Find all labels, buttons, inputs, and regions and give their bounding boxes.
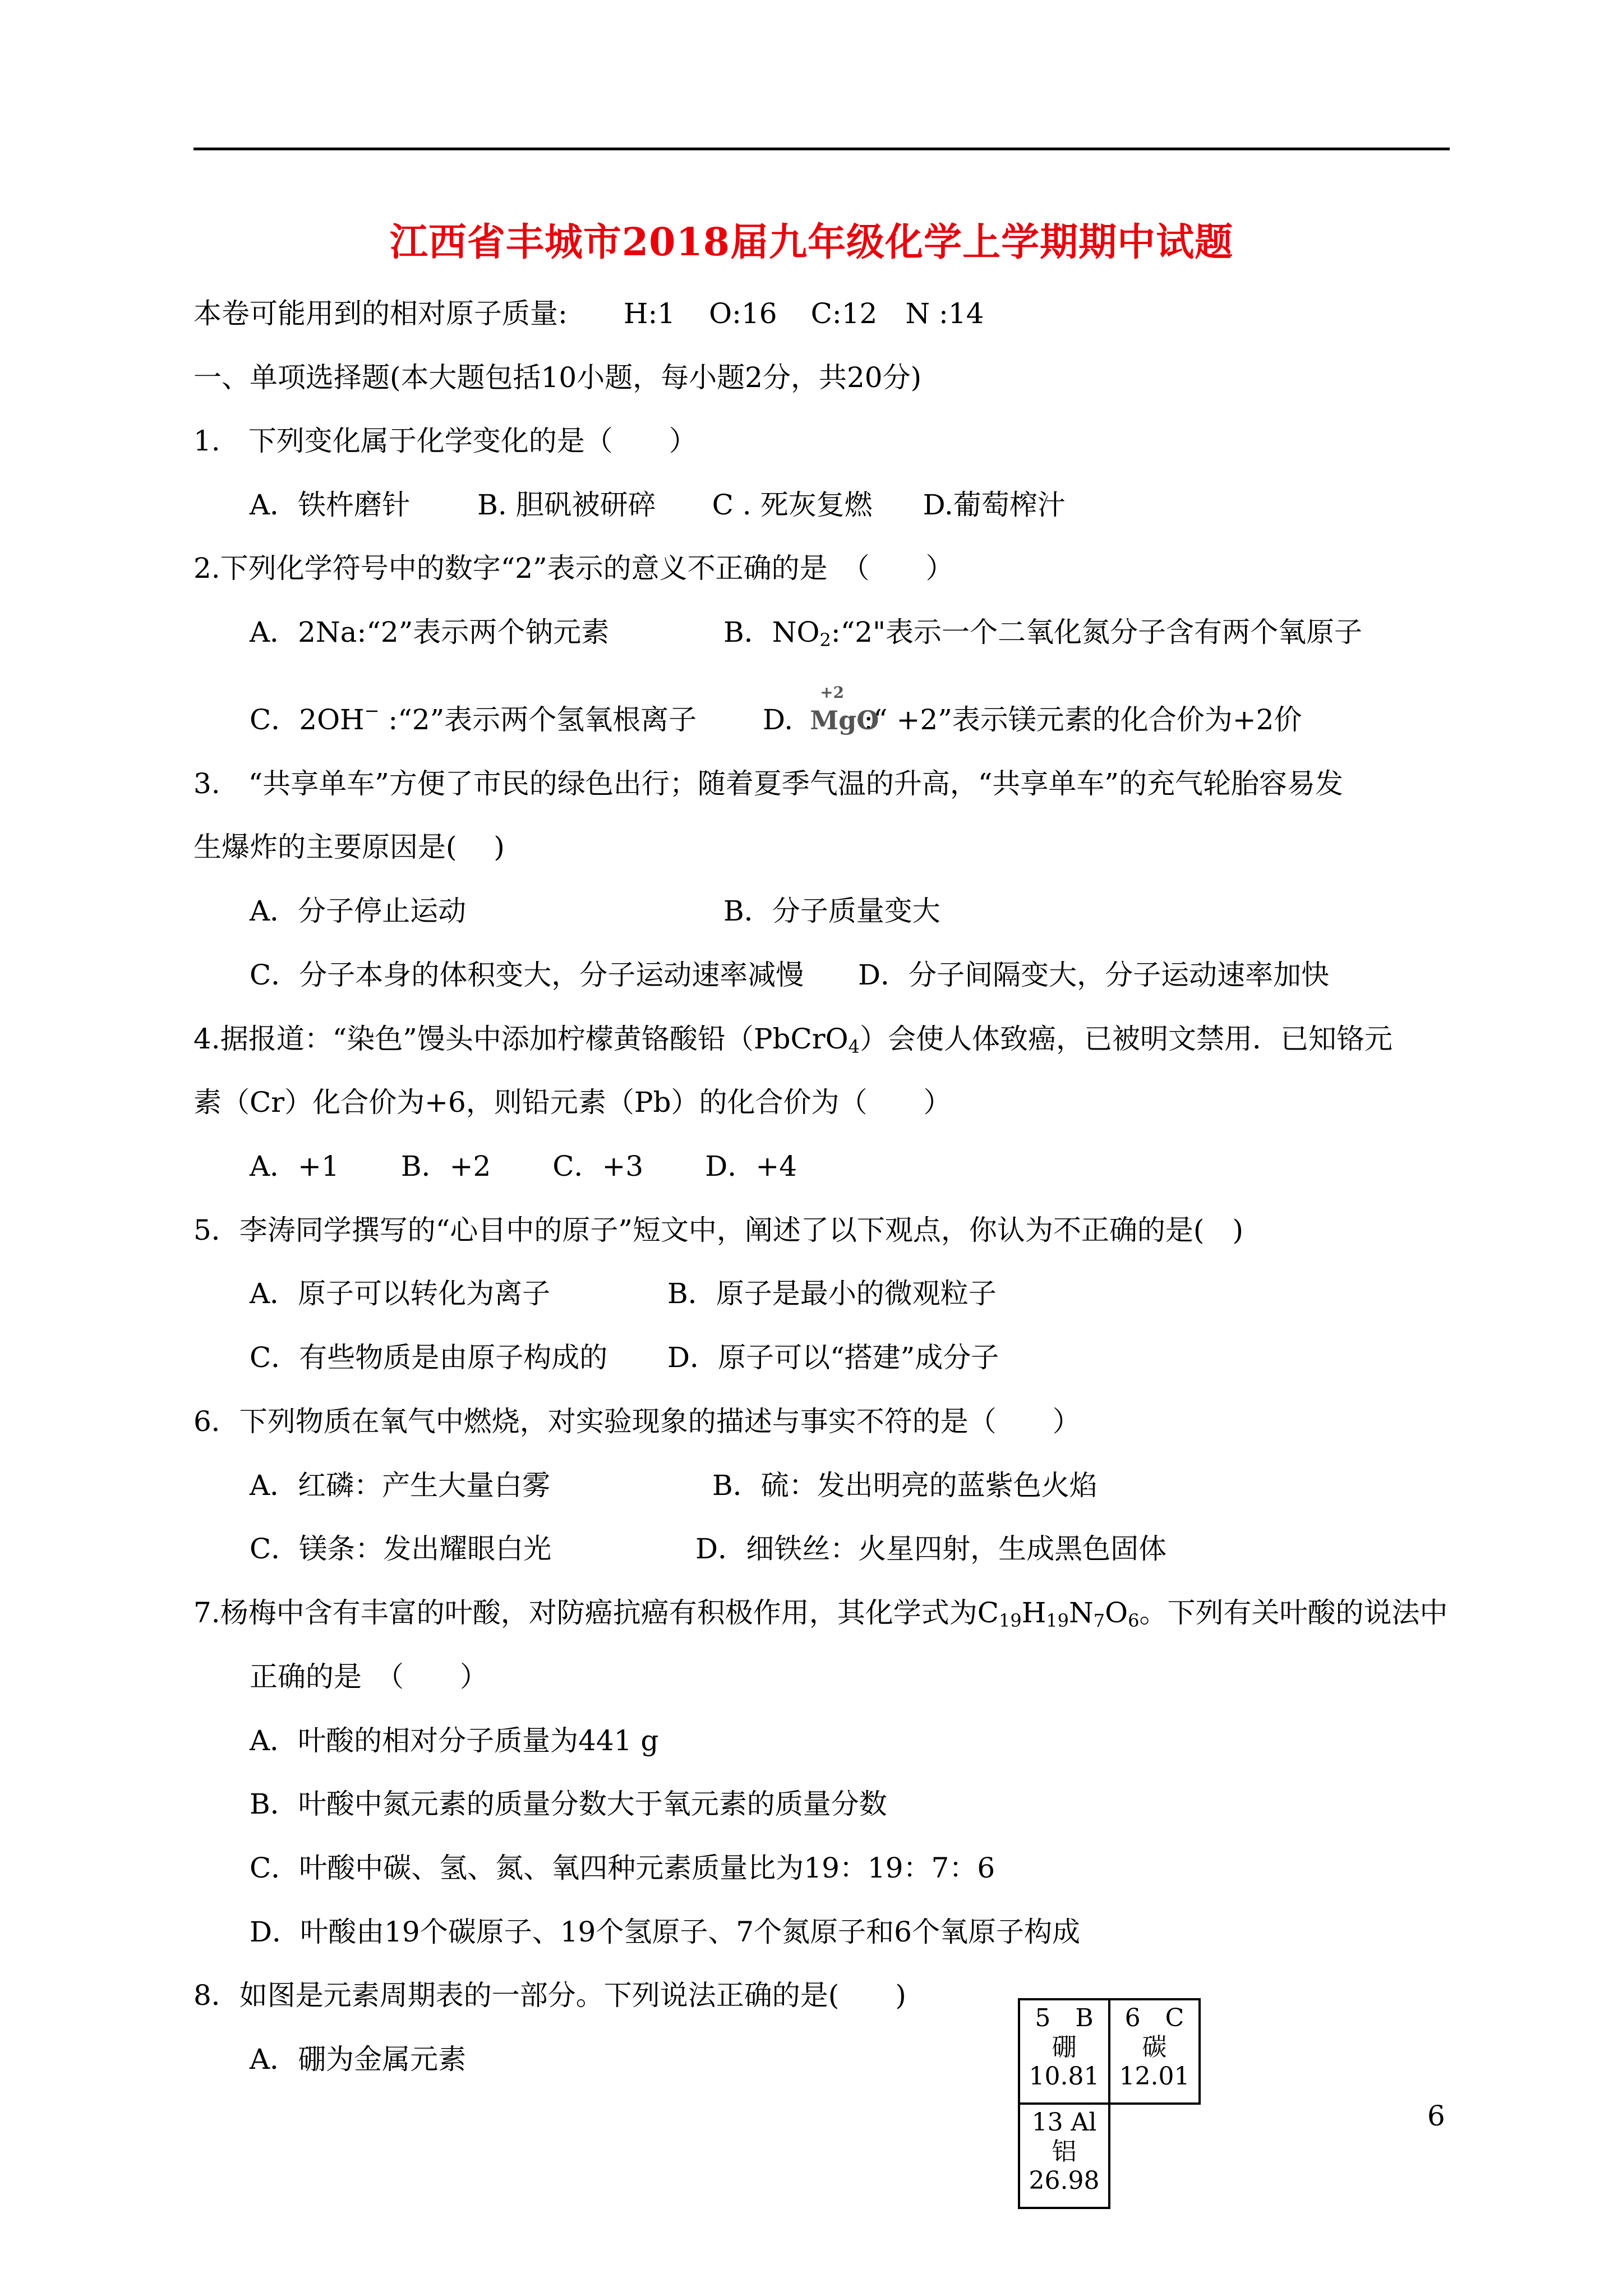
question-6-stem: 6．下列物质在氧气中燃烧，对实验现象的描述与事实不符的是（ ）	[193, 1405, 1081, 1438]
atomic-mass-label: 本卷可能用到的相对原子质量:	[193, 297, 568, 330]
question-5-stem: 5．李涛同学撰写的“心目中的原子”短文中，阐述了以下观点，你认为不正确的是( )	[193, 1214, 1243, 1246]
element-number-symbol: 6 C	[1124, 2004, 1184, 2032]
element-cell-carbon	[1108, 1998, 1201, 2105]
q5-option-c: C．有些物质是由原子构成的	[250, 1341, 608, 1374]
q7-option-c: C．叶酸中碳、氢、氮、氧四种元素质量比为19：19：7：6	[250, 1852, 995, 1884]
q3-option-b: B．分子质量变大	[723, 895, 940, 927]
page-title: 江西省丰城市2018届九年级化学上学期期中试题	[389, 220, 1234, 265]
atomic-mass-line	[193, 297, 984, 330]
q6-option-c: C．镁条：发出耀眼白光	[250, 1533, 552, 1565]
question-4-options	[250, 1152, 797, 1180]
element-number-symbol: 5 B	[1035, 2004, 1094, 2032]
element-cell-aluminium	[1018, 2102, 1110, 2209]
q1-option-b: B. 胆矾被研碎	[477, 489, 656, 521]
atomic-mass-n: N :14	[905, 297, 984, 330]
element-mass: 26.98	[1029, 2166, 1100, 2195]
atomic-mass-c: C:12	[810, 297, 878, 330]
q6-option-b: B．硫：发出明亮的蓝紫色火焰	[712, 1469, 1098, 1502]
q1-option-c: C . 死灰复燃	[712, 489, 873, 521]
q7-option-d: D．叶酸由19个碳原子、19个氢原子、7个氮原子和6个氧原子构成	[250, 1916, 1080, 1948]
element-mass: 12.01	[1119, 2062, 1190, 2091]
element-cell-boron	[1018, 1998, 1110, 2105]
element-name: 铝	[1052, 2137, 1077, 2166]
question-4-stem-2: 素（Cr）化合价为+6，则铅元素（Pb）的化合价为（ ）	[193, 1086, 952, 1119]
q3-option-a: A．分子停止运动	[250, 895, 467, 927]
q6-option-a: A．红磷：产生大量白雾	[250, 1469, 551, 1502]
q2-option-d: D. +2 MgO:“ +2”表示镁元素的化合价为+2价	[763, 683, 1302, 736]
question-7-stem-1: 7.杨梅中含有丰富的叶酸，对防癌抗癌有积极作用，其化学式为$C_{19}H_{19}N_7O_6$。下列有关叶酸的说法中	[193, 1596, 1448, 1631]
element-number-symbol: 13 Al	[1031, 2108, 1097, 2137]
q1-option-d: D.葡萄榨汁	[923, 489, 1066, 521]
q2-option-a: A．2Na:“2”表示两个钠元素	[250, 616, 610, 648]
q4-option-b: B．+2	[400, 1150, 491, 1182]
question-3-stem-1: 3. “共享单车”方便了市民的绿色出行；随着夏季气温的升高，“共享单车”的充气轮胎容易发	[193, 767, 1343, 800]
element-name: 硼	[1052, 2033, 1077, 2062]
element-name: 碳	[1142, 2033, 1167, 2062]
page-number: 6	[1427, 2100, 1445, 2132]
question-3-stem-2: 生爆炸的主要原因是( )	[193, 831, 505, 863]
q5-option-a: A．原子可以转化为离子	[250, 1277, 551, 1310]
question-1-options	[250, 491, 1066, 519]
q2-option-b: B．$NO_2:“2$"表示一个二氧化氮分子含有两个氧原子	[723, 616, 1363, 651]
mgo-valence-formula: +2 MgO	[810, 683, 879, 735]
q4-option-c: C．+3	[552, 1150, 644, 1182]
q5-option-b: B．原子是最小的微观粒子	[667, 1277, 997, 1310]
q2-option-c: C．2OH− :“2”表示两个氢氧根离子	[250, 700, 697, 736]
section-heading: 一、单项选择题(本大题包括10小题，每小题2分，共20分)	[193, 361, 922, 394]
header-rule	[193, 148, 1450, 150]
question-1-stem: 1. 下列变化属于化学变化的是（ ）	[193, 425, 697, 457]
element-mass: 10.81	[1029, 2062, 1100, 2091]
q3-option-c: C．分子本身的体积变大，分子运动速率减慢	[250, 959, 804, 991]
question-7-stem-2: 正确的是 （ ）	[250, 1660, 488, 1693]
question-4-stem-1: 4.据报道：“染色”馒头中添加柠檬黄铬酸铅（PbCrO$_4$）会使人体致癌，已被明文禁用．已知铬元	[193, 1023, 1393, 1057]
q3-option-d: D．分子间隔变大，分子运动速率加快	[858, 959, 1330, 991]
question-8-stem: 8．如图是元素周期表的一部分。下列说法正确的是( )	[193, 1979, 906, 2012]
q1-option-a: A．铁杵磨针	[250, 489, 411, 521]
q4-option-d: D．+4	[705, 1150, 797, 1182]
q8-option-a: A．硼为金属元素	[250, 2043, 467, 2076]
q6-option-d: D．细铁丝：火星四射，生成黑色固体	[695, 1533, 1167, 1565]
atomic-mass-h: H:1	[623, 297, 676, 330]
atomic-mass-o: O:16	[709, 297, 777, 330]
q7-option-b: B．叶酸中氮元素的质量分数大于氧元素的质量分数	[250, 1788, 887, 1820]
q5-option-d: D．原子可以“搭建”成分子	[667, 1341, 999, 1374]
q4-option-a: A．+1	[250, 1150, 339, 1182]
question-2-stem: 2.下列化学符号中的数字“2”表示的意义不正确的是 （ ）	[193, 552, 954, 585]
q7-option-a: A．叶酸的相对分子质量为441 g	[250, 1724, 659, 1757]
